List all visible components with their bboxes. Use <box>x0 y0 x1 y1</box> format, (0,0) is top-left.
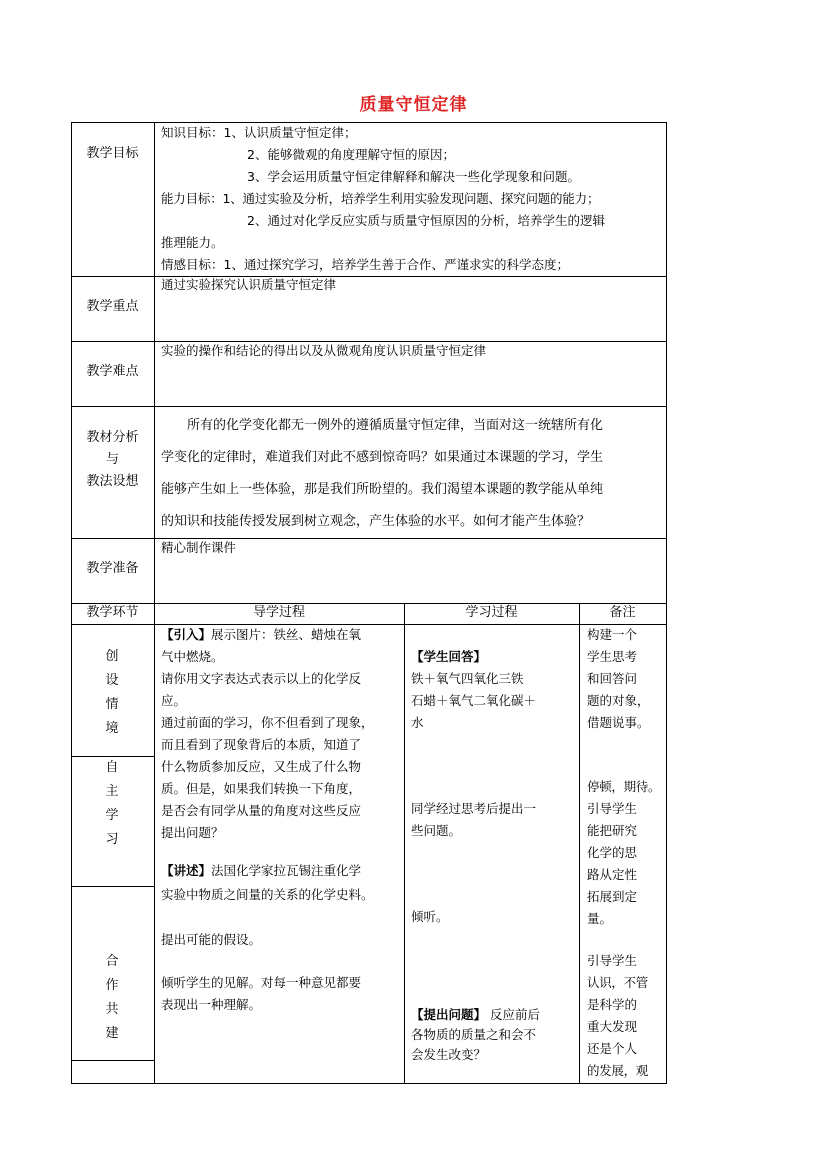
goals-line: 知识目标：1、认识质量守恒定律； <box>161 125 357 140</box>
study-line: 同学经过思考后提出一 <box>411 801 537 816</box>
note-line: 是科学的 <box>587 997 638 1012</box>
goals-line: 能力目标：1、通过实验及分析，培养学生利用实验发现问题、探究问题的能力； <box>161 191 600 206</box>
analysis-label: 与 <box>105 452 119 467</box>
goals-line: 2、能够微观的角度理解守恒的原因； <box>247 147 455 162</box>
note-line: 还是个人 <box>587 1041 638 1056</box>
note-line: 引导学生 <box>587 953 638 968</box>
guide-line: 倾听学生的见解。对每一种意见都要 <box>161 975 362 990</box>
header-notes: 备注 <box>609 605 636 620</box>
lecture-tag: 【讲述】 <box>161 863 212 878</box>
goals-label: 教学目标 <box>86 146 139 161</box>
guide-line: 实验中物质之间量的关系的化学史料。 <box>161 887 374 902</box>
note-line: 能把研究 <box>587 823 638 838</box>
guide-line: 请你用文字表达式表示以上的化学反 <box>161 671 362 686</box>
stage-char: 主 <box>105 784 119 799</box>
analysis-line: 所有的化学变化都无一例外的遵循质量守恒定律，当面对这一统辖所有化 <box>187 418 604 433</box>
guide-line: 质。但是，如果我们转换一下角度， <box>161 781 362 796</box>
header-guide: 导学过程 <box>252 605 305 620</box>
study-line: 水 <box>411 715 424 730</box>
note-line: 拓展到定 <box>587 889 638 904</box>
study-line: 会发生改变？ <box>411 1047 487 1062</box>
study-line: 铁＋氧气四氧化三铁 <box>411 671 524 686</box>
lesson-plan-table <box>71 122 667 1084</box>
page-title: 质量守恒定律 <box>359 95 468 115</box>
prep-text: 精心制作课件 <box>161 540 237 555</box>
column-divider <box>579 603 580 1084</box>
study-line: 倾听。 <box>411 909 449 924</box>
row-divider <box>71 406 667 407</box>
intro-tag: 【引入】 <box>161 627 212 642</box>
header-study: 学习过程 <box>465 605 518 620</box>
intro-text: 展示图片：铁丝、蜡烛在氧 <box>211 627 362 642</box>
header-stage: 教学环节 <box>86 605 139 620</box>
stage-char: 情 <box>105 697 119 712</box>
study-line: 些问题。 <box>411 823 462 838</box>
key-label: 教学重点 <box>86 299 139 314</box>
note-line: 重大发现 <box>587 1019 638 1034</box>
analysis-line: 能够产生如上一些体验，那是我们所盼望的。我们渴望本课题的教学能从单纯 <box>161 482 604 497</box>
analysis-label: 教法设想 <box>86 474 139 489</box>
note-line: 的发展，观 <box>587 1063 649 1078</box>
goals-line: 推理能力。 <box>161 235 224 250</box>
lecture-text: 法国化学家拉瓦锡注重化学 <box>211 863 362 878</box>
stage-char: 创 <box>105 649 119 664</box>
stage-char: 合 <box>105 954 119 969</box>
guide-line: 气中燃烧。 <box>161 649 224 664</box>
key-text: 通过实验探究认识质量守恒定律 <box>161 277 337 292</box>
note-line: 构建一个 <box>587 627 638 642</box>
column-divider <box>404 603 405 1084</box>
guide-line: 提出问题？ <box>161 825 224 840</box>
note-line: 化学的思 <box>587 845 638 860</box>
note-line: 路从定性 <box>587 867 638 882</box>
guide-line: 提出可能的假设。 <box>161 932 262 947</box>
note-line: 量。 <box>587 911 613 926</box>
goals-line: 2、通过对化学反应实质与质量守恒原因的分析，培养学生的逻辑 <box>247 213 605 228</box>
note-line: 引导学生 <box>587 801 638 816</box>
question-tag: 【提出问题】 <box>411 1007 487 1022</box>
guide-lecture <box>161 860 361 882</box>
stage-char: 设 <box>105 673 119 688</box>
guide-line: 而且看到了现象背后的本质，知道了 <box>161 737 362 752</box>
answer-tag: 【学生回答】 <box>411 649 487 664</box>
note-line: 学生思考 <box>587 649 638 664</box>
guide-intro <box>161 624 361 646</box>
goals-line: 情感目标：1、通过探究学习，培养学生善于合作、严谨求实的科学态度； <box>161 257 569 272</box>
stage-char: 自 <box>105 760 119 775</box>
study-line: 各物质的质量之和会不 <box>411 1027 537 1042</box>
stage-divider <box>71 1060 154 1061</box>
study-question <box>411 1004 540 1026</box>
study-line: 石蜡＋氧气二氧化碳＋ <box>411 693 537 708</box>
table-border-right <box>666 122 667 1084</box>
stage-char: 学 <box>105 808 119 823</box>
guide-line: 应。 <box>161 693 187 708</box>
note-line: 停顿，期待。 <box>587 779 661 794</box>
stage-char: 习 <box>105 832 119 847</box>
stage-char: 共 <box>105 1002 119 1017</box>
table-border-bottom <box>71 1083 667 1084</box>
question-text: 反应前后 <box>486 1007 540 1022</box>
difficulty-text: 实验的操作和结论的得出以及从微观角度认识质量守恒定律 <box>161 343 487 358</box>
difficulty-label: 教学难点 <box>86 364 139 379</box>
note-line: 借题说事。 <box>587 715 650 730</box>
guide-line: 表现出一种理解。 <box>161 997 262 1012</box>
note-line: 认识，不管 <box>587 975 649 990</box>
guide-line: 什么物质参加反应，又生成了什么物 <box>161 759 362 774</box>
analysis-line: 的知识和技能传授发展到树立观念，产生体验的水平。如何才能产生体验？ <box>161 514 591 529</box>
guide-line: 是否会有同学从量的角度对这些反应 <box>161 803 362 818</box>
guide-line: 通过前面的学习，你不但看到了现象， <box>161 715 374 730</box>
analysis-label: 教材分析 <box>86 430 139 445</box>
stage-divider <box>71 886 154 887</box>
stage-char: 境 <box>105 721 119 736</box>
note-line: 题的对象， <box>587 693 650 708</box>
stage-char: 建 <box>105 1026 119 1041</box>
analysis-line: 学变化的定律时，难道我们对此不感到惊奇吗？如果通过本课题的学习，学生 <box>161 450 604 465</box>
stage-char: 作 <box>105 978 119 993</box>
goals-line: 3、学会运用质量守恒定律解释和解决一些化学现象和问题。 <box>247 169 580 184</box>
prep-label: 教学准备 <box>86 561 139 576</box>
note-line: 和回答问 <box>587 671 638 686</box>
